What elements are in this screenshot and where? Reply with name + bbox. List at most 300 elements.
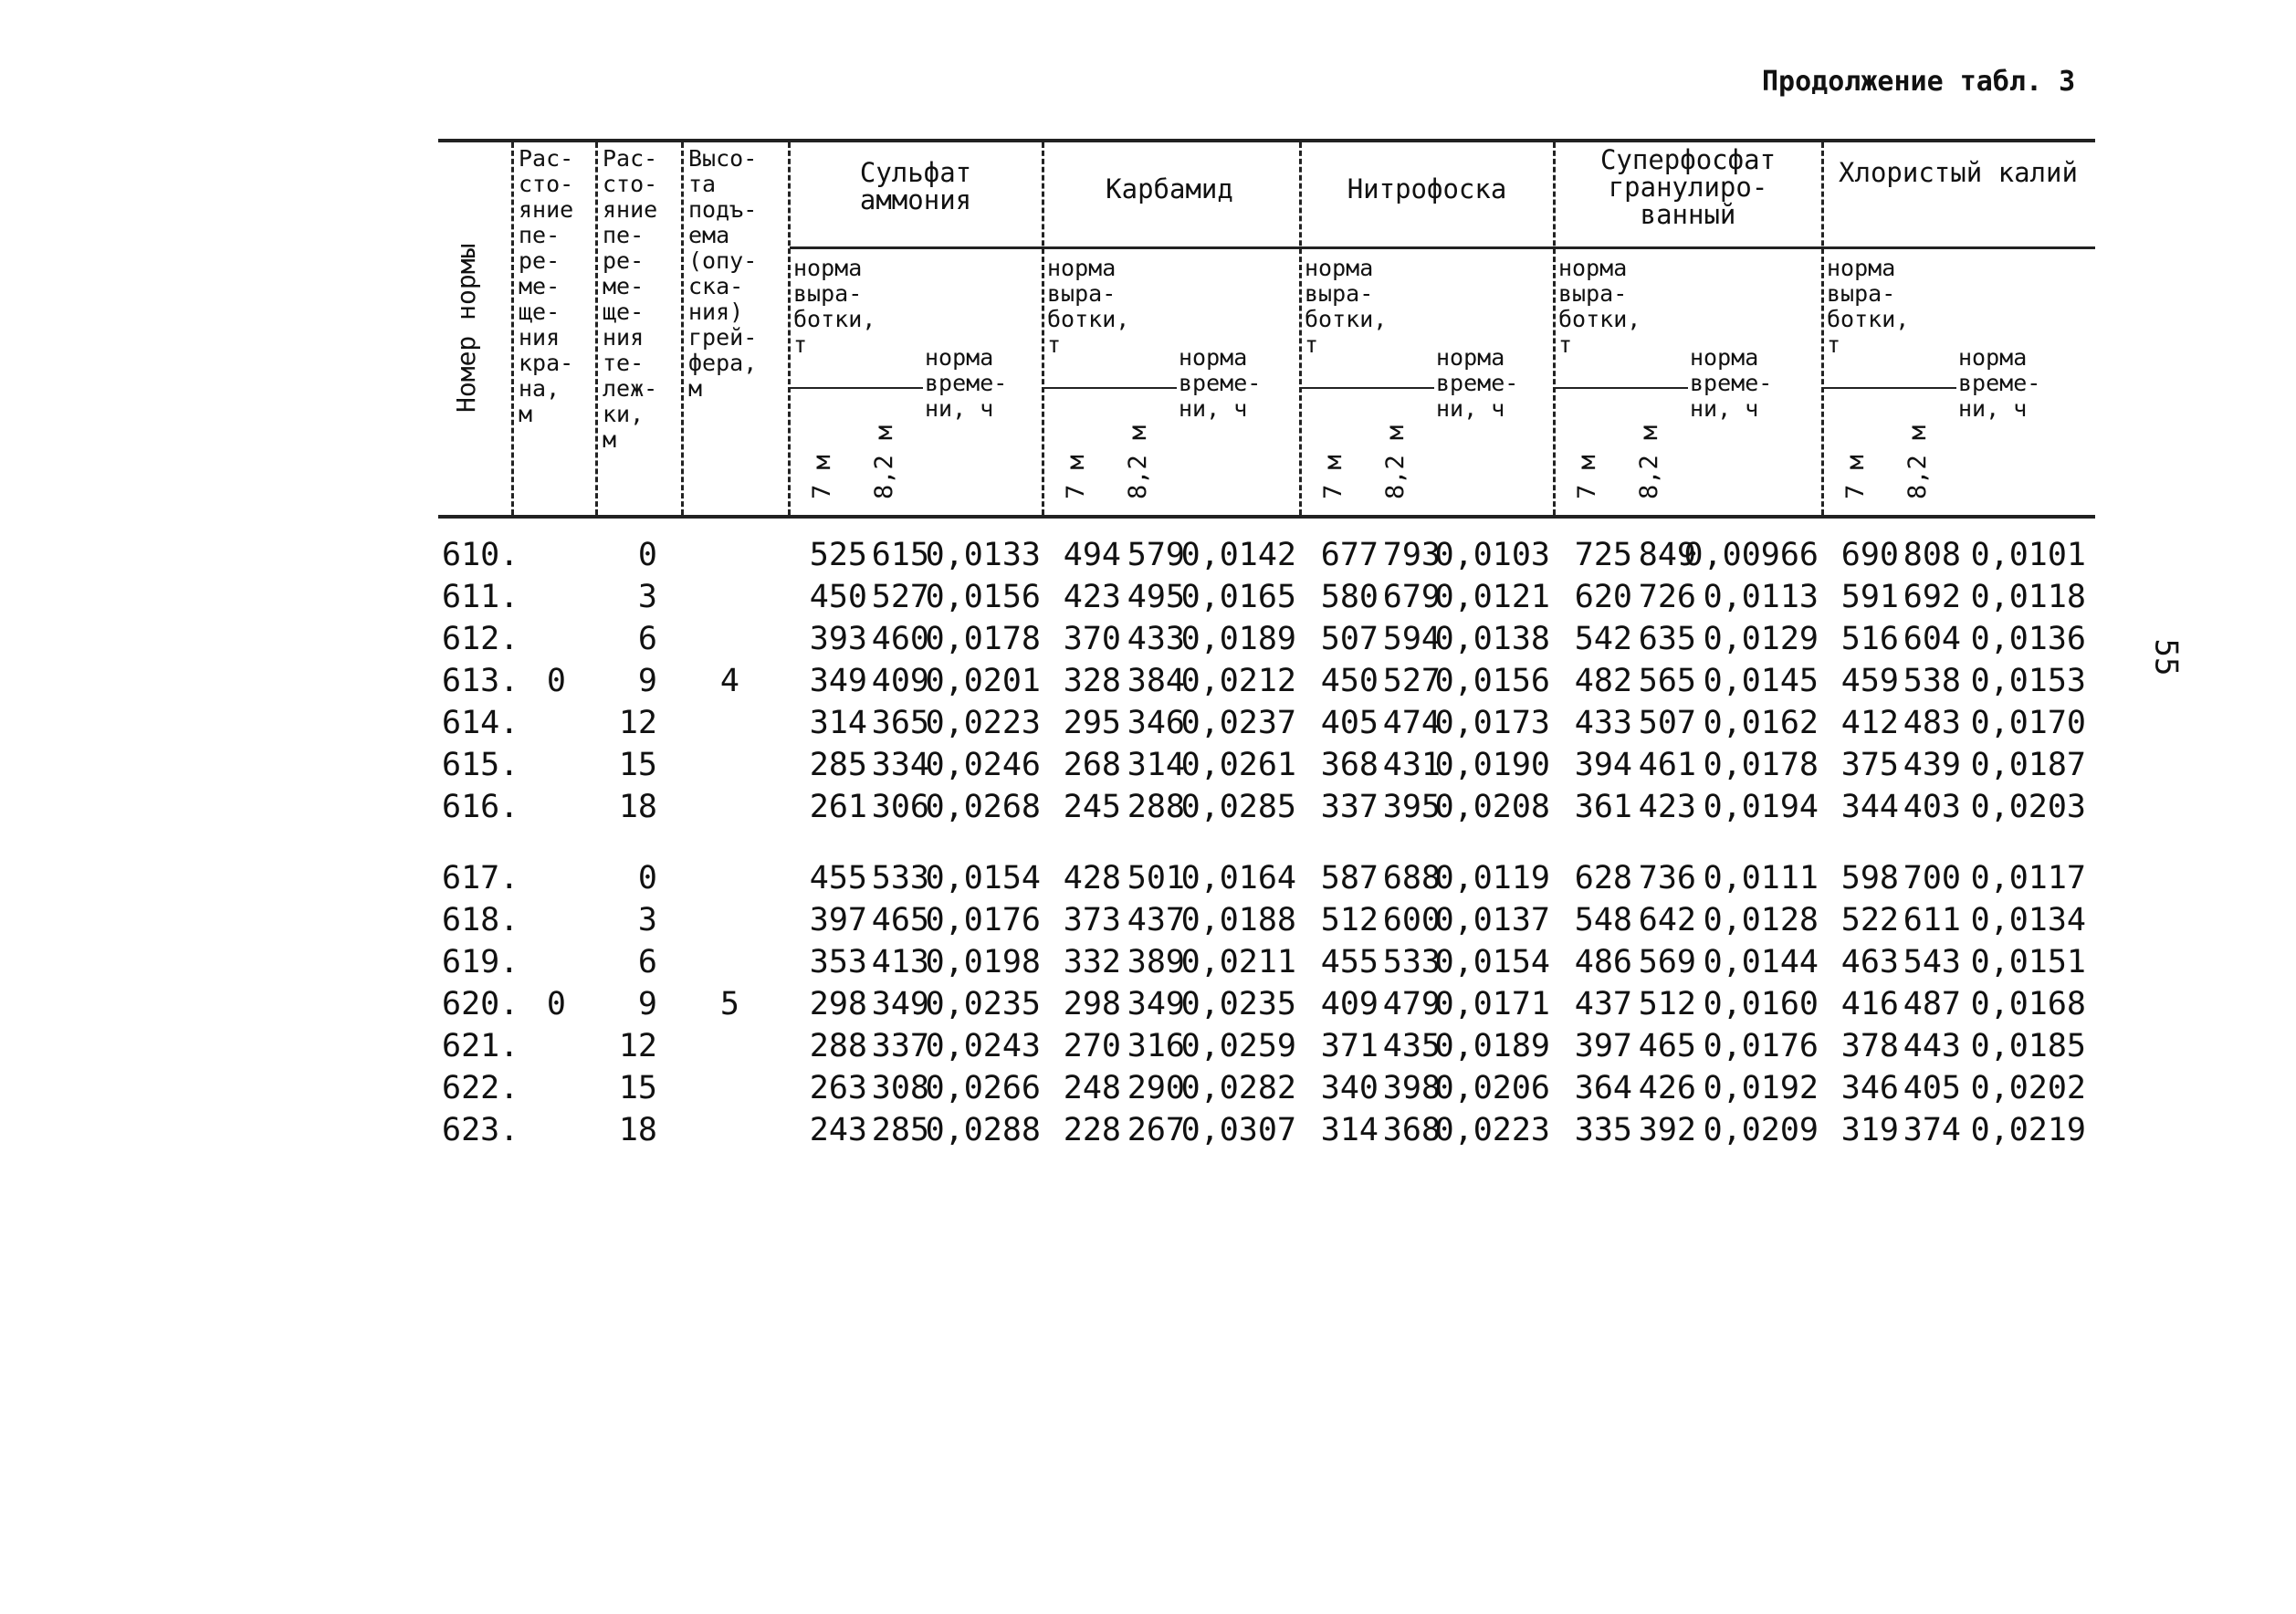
table-cell: 512 — [1320, 902, 1379, 938]
table-cell: 0,0185 — [1970, 1028, 2086, 1064]
table-cell: 0,0268 — [925, 789, 1041, 825]
table-cell: 423 — [1063, 579, 1121, 615]
table-cell: 543 — [1903, 944, 1961, 980]
table-cell: 0,0201 — [925, 663, 1041, 699]
table-cell: 642 — [1638, 902, 1696, 938]
table-cell: 463 — [1840, 944, 1899, 980]
table-cell: 533 — [871, 860, 929, 896]
table-cell: 378 — [1840, 1028, 1899, 1064]
table-cell: 288 — [809, 1028, 867, 1064]
table-cell: 395 — [1382, 789, 1441, 825]
table-cell: 487 — [1903, 986, 1961, 1022]
table-cell: 0,0164 — [1180, 860, 1296, 896]
table-cell: 0,00966 — [1683, 537, 1819, 573]
table-cell: 413 — [871, 944, 929, 980]
table-cell: 450 — [809, 579, 867, 615]
table-cell: 455 — [1320, 944, 1379, 980]
table-cell: 0,0192 — [1703, 1070, 1819, 1106]
output-norm-rule — [790, 387, 923, 389]
time-norm-header: норма време- ни, ч — [1179, 344, 1262, 422]
col-separator — [1821, 142, 1824, 515]
table-cell: 261 — [809, 789, 867, 825]
table-cell: 0,0170 — [1970, 705, 2086, 741]
table-cell: 346 — [1127, 705, 1185, 741]
boom-7m-header: 7 м — [1573, 455, 1601, 499]
col-separator — [788, 142, 791, 515]
table-cell: 5 — [719, 986, 739, 1022]
table-cell: 0,0156 — [1434, 663, 1550, 699]
table-cell: 459 — [1840, 663, 1899, 699]
table-cell: 0,0134 — [1970, 902, 2086, 938]
table-row — [438, 1112, 2095, 1152]
table-cell: 527 — [1382, 663, 1441, 699]
table-cell: 288 — [1127, 789, 1185, 825]
table-cell: 0,0307 — [1180, 1112, 1296, 1148]
table-cell: 0,0223 — [925, 705, 1041, 741]
table-row — [438, 621, 2095, 661]
table-cell: 397 — [1574, 1028, 1632, 1064]
table-cell: 688 — [1382, 860, 1441, 896]
table-cell: 0,0235 — [1180, 986, 1296, 1022]
table-cell: 594 — [1382, 621, 1441, 657]
table-cell: 405 — [1320, 705, 1379, 741]
table-cell: 9 — [637, 986, 657, 1022]
group-header-rule — [790, 246, 2095, 249]
table-cell: 0,0113 — [1703, 579, 1819, 615]
table-cell: 263 — [809, 1070, 867, 1106]
table-cell: 0,0173 — [1434, 705, 1550, 741]
table-cell: 461 — [1638, 747, 1696, 783]
table-cell: 0,0119 — [1434, 860, 1550, 896]
table-cell: 314 — [1320, 1112, 1379, 1148]
table-cell: 409 — [871, 663, 929, 699]
table-cell: 0,0211 — [1180, 944, 1296, 980]
boom-8-2m-header: 8,2 м — [870, 424, 898, 499]
table-cell: 501 — [1127, 860, 1185, 896]
table-cell: 423 — [1638, 789, 1696, 825]
table-cell: 0,0189 — [1180, 621, 1296, 657]
table-cell: 409 — [1320, 986, 1379, 1022]
table-cell: 268 — [1063, 747, 1121, 783]
table-cell: 516 — [1840, 621, 1899, 657]
table-cell: 465 — [1638, 1028, 1696, 1064]
table-cell: 460 — [871, 621, 929, 657]
boom-8-2m-header: 8,2 м — [1903, 424, 1932, 499]
time-norm-header: норма време- ни, ч — [1958, 344, 2041, 422]
table-cell: 431 — [1382, 747, 1441, 783]
table-cell: 6 — [637, 621, 657, 657]
table-cell: 615 — [871, 537, 929, 573]
table-cell: 0,0121 — [1434, 579, 1550, 615]
table-cell: 433 — [1127, 621, 1185, 657]
table-cell: 474 — [1382, 705, 1441, 741]
table-cell: 0,0237 — [1180, 705, 1296, 741]
table-row — [438, 537, 2095, 577]
header-bottom-rule — [438, 515, 2095, 519]
table-cell: 450 — [1320, 663, 1379, 699]
table-cell: 455 — [809, 860, 867, 896]
table-cell: 316 — [1127, 1028, 1185, 1064]
table-cell: 542 — [1574, 621, 1632, 657]
table-cell: 364 — [1574, 1070, 1632, 1106]
table-cell: 0,0259 — [1180, 1028, 1296, 1064]
table-cell: 565 — [1638, 663, 1696, 699]
table-cell: 494 — [1063, 537, 1121, 573]
table-cell: 611. — [442, 579, 519, 615]
output-norm-rule — [1043, 387, 1177, 389]
table-cell: 522 — [1840, 902, 1899, 938]
table-cell: 437 — [1127, 902, 1185, 938]
table-cell: 346 — [1840, 1070, 1899, 1106]
table-cell: 569 — [1638, 944, 1696, 980]
table-cell: 428 — [1063, 860, 1121, 896]
table-cell: 611 — [1903, 902, 1961, 938]
time-norm-header: норма време- ни, ч — [925, 344, 1008, 422]
table-cell: 0,0151 — [1970, 944, 2086, 980]
table-cell: 306 — [871, 789, 929, 825]
col-separator — [1042, 142, 1044, 515]
table-cell: 0,0137 — [1434, 902, 1550, 938]
table-cell: 483 — [1903, 705, 1961, 741]
table-cell: 617. — [442, 860, 519, 896]
table-cell: 308 — [871, 1070, 929, 1106]
col-separator — [511, 142, 514, 515]
col-separator — [681, 142, 684, 515]
table-cell: 465 — [871, 902, 929, 938]
group-title-carbamide: Карбамид — [1106, 173, 1233, 204]
table-cell: 298 — [809, 986, 867, 1022]
table-row — [438, 789, 2095, 829]
table-row — [438, 860, 2095, 900]
table-cell: 512 — [1638, 986, 1696, 1022]
boom-8-2m-header: 8,2 м — [1381, 424, 1410, 499]
table-caption: Продолжение табл. 3 — [1762, 66, 2076, 98]
table-cell: 486 — [1574, 944, 1632, 980]
table-cell: 0,0246 — [925, 747, 1041, 783]
table-cell: 482 — [1574, 663, 1632, 699]
table-cell: 0,0208 — [1434, 789, 1550, 825]
table-cell: 365 — [871, 705, 929, 741]
table-cell: 793 — [1382, 537, 1441, 573]
table-cell: 620. — [442, 986, 519, 1022]
table-cell: 690 — [1840, 537, 1899, 573]
table-cell: 0,0261 — [1180, 747, 1296, 783]
table-cell: 538 — [1903, 663, 1961, 699]
norms-table — [438, 139, 2095, 1161]
table-cell: 290 — [1127, 1070, 1185, 1106]
table-cell: 0 — [546, 663, 566, 699]
table-cell: 228 — [1063, 1112, 1121, 1148]
table-cell: 392 — [1638, 1112, 1696, 1148]
table-cell: 435 — [1382, 1028, 1441, 1064]
table-cell: 623. — [442, 1112, 519, 1148]
table-cell: 0,0243 — [925, 1028, 1041, 1064]
table-row — [438, 944, 2095, 984]
table-cell: 0,0198 — [925, 944, 1041, 980]
table-cell: 245 — [1063, 789, 1121, 825]
table-cell: 6 — [637, 944, 657, 980]
col-separator — [1553, 142, 1556, 515]
group-title-superphosphate: Суперфосфат гранулиро- ванный — [1599, 144, 1777, 230]
table-cell: 0,0142 — [1180, 537, 1296, 573]
table-cell: 0,0133 — [925, 537, 1041, 573]
table-cell: 0,0111 — [1703, 860, 1819, 896]
table-cell: 615. — [442, 747, 519, 783]
table-row — [438, 986, 2095, 1026]
output-norm-header: норма выра- ботки, т — [1558, 255, 1641, 358]
table-cell: 604 — [1903, 621, 1961, 657]
table-cell: 412 — [1840, 705, 1899, 741]
table-cell: 361 — [1574, 789, 1632, 825]
table-cell: 621. — [442, 1028, 519, 1064]
distance-cart-header: Рас- сто- яние пе- ре- ме- ще- ния те- леж- ки, м — [603, 145, 658, 453]
table-cell: 374 — [1903, 1112, 1961, 1148]
table-row — [438, 902, 2095, 942]
table-cell: 243 — [809, 1112, 867, 1148]
table-cell: 0,0168 — [1970, 986, 2086, 1022]
table-cell: 616. — [442, 789, 519, 825]
table-cell: 736 — [1638, 860, 1696, 896]
table-cell: 0,0138 — [1434, 621, 1550, 657]
table-row — [438, 1028, 2095, 1068]
table-cell: 0 — [637, 860, 657, 896]
table-cell: 479 — [1382, 986, 1441, 1022]
table-cell: 725 — [1574, 537, 1632, 573]
table-cell: 18 — [618, 789, 657, 825]
table-cell: 0,0285 — [1180, 789, 1296, 825]
table-cell: 9 — [637, 663, 657, 699]
group-title-nitrophoska: Нитрофоска — [1347, 173, 1507, 204]
table-row — [438, 579, 2095, 619]
boom-8-2m-header: 8,2 м — [1635, 424, 1663, 499]
table-cell: 319 — [1840, 1112, 1899, 1148]
table-row — [438, 705, 2095, 745]
table-row — [438, 663, 2095, 703]
output-norm-rule — [1823, 387, 1956, 389]
table-cell: 548 — [1574, 902, 1632, 938]
table-cell: 0,0153 — [1970, 663, 2086, 699]
table-cell: 0,0101 — [1970, 537, 2086, 573]
table-cell: 389 — [1127, 944, 1185, 980]
table-cell: 337 — [1320, 789, 1379, 825]
table-cell: 726 — [1638, 579, 1696, 615]
table-cell: 0,0188 — [1180, 902, 1296, 938]
table-top-rule — [438, 139, 2095, 142]
table-cell: 0,0129 — [1703, 621, 1819, 657]
table-cell: 0,0160 — [1703, 986, 1819, 1022]
time-norm-header: норма време- ни, ч — [1690, 344, 1773, 422]
table-cell: 370 — [1063, 621, 1121, 657]
table-cell: 0,0223 — [1434, 1112, 1550, 1148]
table-cell: 3 — [637, 902, 657, 938]
table-cell: 620 — [1574, 579, 1632, 615]
table-cell: 610. — [442, 537, 519, 573]
table-cell: 692 — [1903, 579, 1961, 615]
table-cell: 525 — [809, 537, 867, 573]
table-cell: 314 — [1127, 747, 1185, 783]
table-cell: 0,0136 — [1970, 621, 2086, 657]
table-cell: 0,0171 — [1434, 986, 1550, 1022]
table-cell: 0,0203 — [1970, 789, 2086, 825]
table-cell: 849 — [1638, 537, 1696, 573]
table-cell: 0,0288 — [925, 1112, 1041, 1148]
table-cell: 507 — [1638, 705, 1696, 741]
table-cell: 298 — [1063, 986, 1121, 1022]
table-cell: 613. — [442, 663, 519, 699]
table-cell: 426 — [1638, 1070, 1696, 1106]
table-cell: 15 — [618, 747, 657, 783]
group-title-ammonium-sulfate: Сульфат аммония — [859, 157, 972, 215]
output-norm-header: норма выра- ботки, т — [1305, 255, 1388, 358]
output-norm-rule — [1555, 387, 1688, 389]
table-cell: 527 — [871, 579, 929, 615]
boom-7m-header: 7 м — [1319, 455, 1347, 499]
table-cell: 371 — [1320, 1028, 1379, 1064]
table-cell: 285 — [871, 1112, 929, 1148]
table-cell: 0 — [637, 537, 657, 573]
table-cell: 0,0165 — [1180, 579, 1296, 615]
table-cell: 443 — [1903, 1028, 1961, 1064]
table-cell: 335 — [1574, 1112, 1632, 1148]
table-cell: 0,0154 — [1434, 944, 1550, 980]
table-cell: 416 — [1840, 986, 1899, 1022]
table-cell: 398 — [1382, 1070, 1441, 1106]
distance-crane-header: Рас- сто- яние пе- ре- ме- ще- ния кра- на, м — [519, 145, 574, 427]
table-cell: 0,0190 — [1434, 747, 1550, 783]
table-cell: 18 — [618, 1112, 657, 1148]
table-cell: 0 — [546, 986, 566, 1022]
page-number: 55 — [2147, 638, 2185, 676]
table-cell: 808 — [1903, 537, 1961, 573]
output-norm-header: норма выра- ботки, т — [1827, 255, 1910, 358]
table-cell: 579 — [1127, 537, 1185, 573]
table-cell: 533 — [1382, 944, 1441, 980]
table-cell: 397 — [809, 902, 867, 938]
table-cell: 0,0117 — [1970, 860, 2086, 896]
table-cell: 622. — [442, 1070, 519, 1106]
table-cell: 495 — [1127, 579, 1185, 615]
table-cell: 0,0266 — [925, 1070, 1041, 1106]
table-cell: 619. — [442, 944, 519, 980]
table-cell: 0,0187 — [1970, 747, 2086, 783]
table-row — [438, 747, 2095, 787]
col-separator — [1299, 142, 1302, 515]
boom-7m-header: 7 м — [808, 455, 836, 499]
table-cell: 437 — [1574, 986, 1632, 1022]
table-cell: 0,0154 — [925, 860, 1041, 896]
lift-height-header: Высо- та подъ- ема (опу- ска- ния) грей- фера, м — [688, 145, 758, 402]
table-cell: 368 — [1382, 1112, 1441, 1148]
table-cell: 700 — [1903, 860, 1961, 896]
table-cell: 618. — [442, 902, 519, 938]
table-cell: 628 — [1574, 860, 1632, 896]
table-cell: 0,0156 — [925, 579, 1041, 615]
table-cell: 0,0176 — [1703, 1028, 1819, 1064]
table-cell: 0,0118 — [1970, 579, 2086, 615]
output-norm-rule — [1301, 387, 1434, 389]
table-cell: 349 — [871, 986, 929, 1022]
table-cell: 314 — [809, 705, 867, 741]
table-cell: 0,0176 — [925, 902, 1041, 938]
table-cell: 375 — [1840, 747, 1899, 783]
table-cell: 368 — [1320, 747, 1379, 783]
table-cell: 0,0206 — [1434, 1070, 1550, 1106]
group-title-potassium-chloride: Хлористый калий — [1839, 157, 2078, 188]
table-cell: 580 — [1320, 579, 1379, 615]
output-norm-header: норма выра- ботки, т — [1047, 255, 1130, 358]
table-cell: 0,0103 — [1434, 537, 1550, 573]
boom-8-2m-header: 8,2 м — [1124, 424, 1152, 499]
table-cell: 344 — [1840, 789, 1899, 825]
table-cell: 393 — [809, 621, 867, 657]
table-cell: 0,0212 — [1180, 663, 1296, 699]
table-row — [438, 1070, 2095, 1110]
table-cell: 439 — [1903, 747, 1961, 783]
table-cell: 340 — [1320, 1070, 1379, 1106]
table-cell: 270 — [1063, 1028, 1121, 1064]
table-cell: 0,0178 — [1703, 747, 1819, 783]
table-cell: 0,0235 — [925, 986, 1041, 1022]
table-cell: 677 — [1320, 537, 1379, 573]
table-cell: 591 — [1840, 579, 1899, 615]
table-cell: 3 — [637, 579, 657, 615]
table-cell: 373 — [1063, 902, 1121, 938]
table-cell: 0,0209 — [1703, 1112, 1819, 1148]
table-cell: 334 — [871, 747, 929, 783]
table-cell: 0,0194 — [1703, 789, 1819, 825]
table-cell: 587 — [1320, 860, 1379, 896]
table-cell: 15 — [618, 1070, 657, 1106]
table-cell: 4 — [719, 663, 739, 699]
table-cell: 612. — [442, 621, 519, 657]
table-cell: 507 — [1320, 621, 1379, 657]
table-cell: 384 — [1127, 663, 1185, 699]
table-cell: 0,0145 — [1703, 663, 1819, 699]
table-cell: 598 — [1840, 860, 1899, 896]
table-cell: 614. — [442, 705, 519, 741]
table-cell: 295 — [1063, 705, 1121, 741]
table-cell: 0,0128 — [1703, 902, 1819, 938]
table-cell: 267 — [1127, 1112, 1185, 1148]
table-cell: 394 — [1574, 747, 1632, 783]
time-norm-header: норма време- ни, ч — [1436, 344, 1519, 422]
boom-7m-header: 7 м — [1841, 455, 1870, 499]
table-cell: 349 — [1127, 986, 1185, 1022]
table-cell: 0,0219 — [1970, 1112, 2086, 1148]
table-cell: 12 — [618, 705, 657, 741]
output-norm-header: норма выра- ботки, т — [793, 255, 876, 358]
table-cell: 285 — [809, 747, 867, 783]
table-cell: 433 — [1574, 705, 1632, 741]
table-cell: 337 — [871, 1028, 929, 1064]
table-cell: 12 — [618, 1028, 657, 1064]
table-cell: 0,0162 — [1703, 705, 1819, 741]
table-cell: 0,0189 — [1434, 1028, 1550, 1064]
table-cell: 353 — [809, 944, 867, 980]
table-cell: 248 — [1063, 1070, 1121, 1106]
table-cell: 405 — [1903, 1070, 1961, 1106]
norm-number-header: Номер нормы — [451, 243, 481, 413]
col-separator — [595, 142, 598, 515]
table-cell: 0,0282 — [1180, 1070, 1296, 1106]
table-cell: 679 — [1382, 579, 1441, 615]
table-cell: 635 — [1638, 621, 1696, 657]
table-cell: 332 — [1063, 944, 1121, 980]
table-cell: 403 — [1903, 789, 1961, 825]
boom-7m-header: 7 м — [1062, 455, 1090, 499]
table-cell: 328 — [1063, 663, 1121, 699]
table-cell: 0,0202 — [1970, 1070, 2086, 1106]
